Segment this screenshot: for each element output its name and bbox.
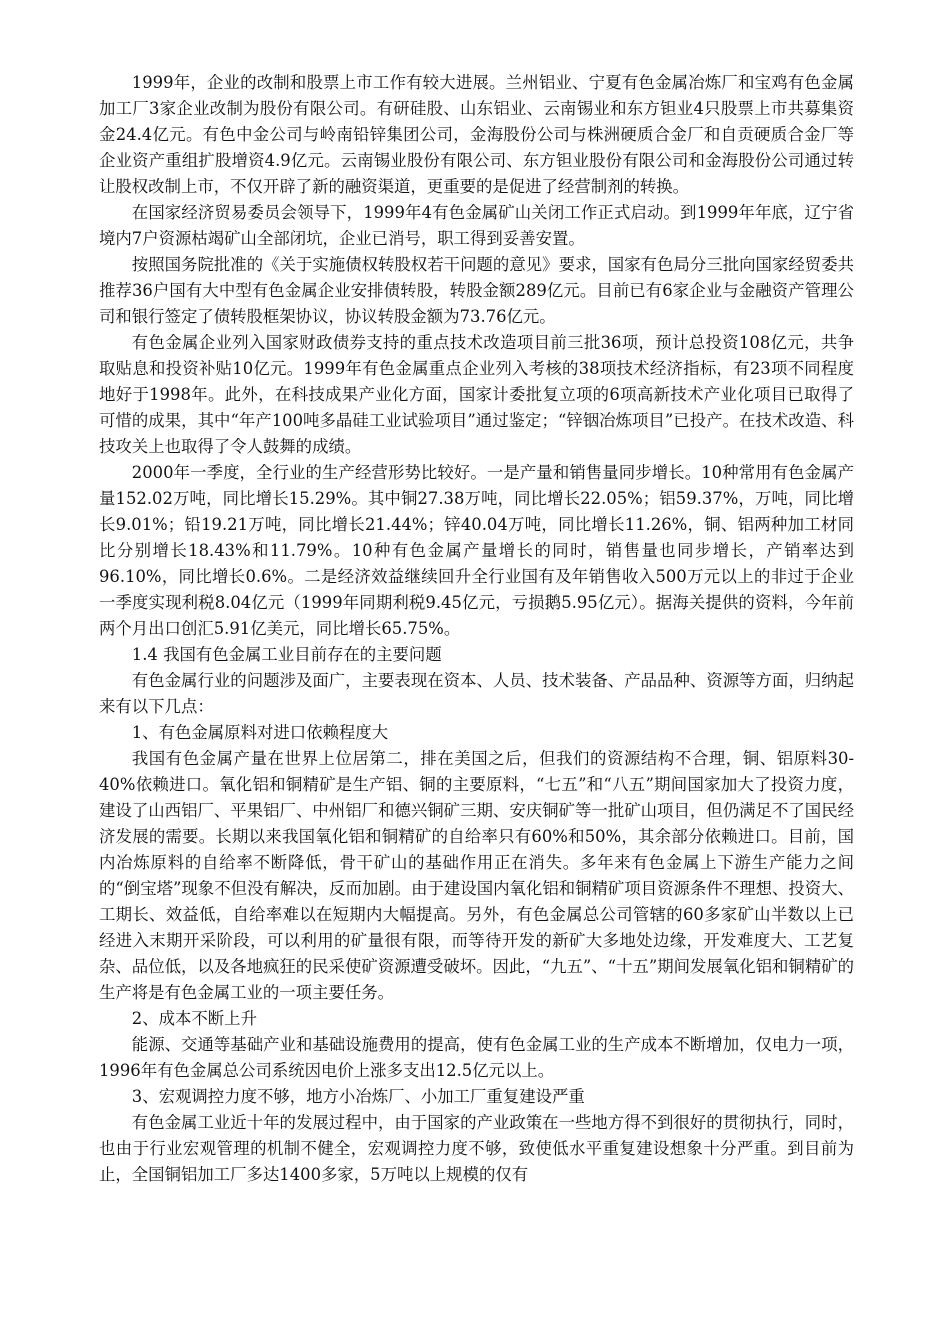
subheading-import-dependence: 1、有色金属原料对进口依赖程度大	[131, 723, 389, 742]
paragraph-import-dependence: 我国有色金属产量在世界上位居第二，排在美国之后，但我们的资源结构不合理，铜、铝原料30-40%依赖进口。氧化铝和铜精矿是生产铝、铜的主要原料，“七五”和“八五”期间国家加大了投资力度，建设了山西铝厂、平果铝厂、中州铝厂和德兴铜矿三期、安庆铜矿等一批矿山项目，但仍满足不了国民经济发展的需要。长期以来我国氧化铝和铜精矿的自给率只有60%和50%，其余部分依赖进口。目前，国内冶炼原料的自给率不断降低，骨干矿山的基础作用正在消失。多年来有色金属上下游生产能力之间的“倒宝塔”现象不但没有解决，反而加剧。由于建设国内氧化铝和铜精矿项目资源条件不理想、投资大、工期长、效益低，自给率难以在短期内大幅提高。另外，有色金属总公司管辖的60多家矿山半数以上已经进入末期开采阶段，可以利用的矿量很有限，而等待开发的新矿大多地处边缘，开发难度大、工艺复杂、品位低，以及各地疯狂的民采使矿资源遭受破坏。因此，“九五”、“十五”期间发展氧化铝和铜精矿的生产将是有色金属工业的一项主要任务。	[99, 749, 854, 1002]
paragraph-tech-upgrade: 有色金属企业列入国家财政债券支持的重点技术改造项目前三批36项，预计总投资108亿元，共争取贴息和投资补贴10亿元。1999年有色金属重点企业列入考核的38项技术经济指标，有23项不同程度地好于1998年。此外，在科技成果产业化方面，国家计委批复立项的6项高新技术产业化项目已取得了可惜的成果，其中“年产100吨多晶硅工业试验项目”通过鉴定；“锌铟冶炼项目”已投产。在技术改造、科技攻关上也取得了令人鼓舞的成绩。	[99, 333, 854, 456]
paragraph-debt-equity-swap: 按照国务院批准的《关于实施债权转股权若干问题的意见》要求，国家有色局分三批向国家经贸委共推荐36户国有大中型有色金属企业安排债转股，转股金额289亿元。目前已有6家企业与金融资产管理公司和银行签定了债转股框架协议，协议转股金额为73.76亿元。	[99, 255, 854, 326]
paragraph-q1-2000: 2000年一季度，全行业的生产经营形势比较好。一是产量和销售量同步增长。10种常用有色金属产量152.02万吨，同比增长15.29%。其中铜27.38万吨，同比增长22.05%；铝59.37%，万吨，同比增长9.01%；铅19.21万吨，同比增长21.44%；锌40.04万吨，同比增长11.26%，铜、铝两种加工材同比分别增长18.43%和11.79%。10种有色金属产量增长的同时，销售量也同步增长，产销率达到96.10%，同比增长0.6%。二是经济效益继续回升全行业国有及年销售收入500万元以上的非过于企业一季度实现利税8.04亿元（1999年同期利税9.45亿元，亏损鹅5.95亿元）。据海关提供的资料，今年前两个月出口创汇5.91亿美元，同比增长65.75%。	[99, 463, 854, 638]
paragraph-macro-control: 有色金属工业近十年的发展过程中，由于国家的产业政策在一些地方得不到很好的贯彻执行，同时，也由于行业宏观管理的机制不健全，宏观调控力度不够，致使低水平重复建设想象十分严重。到目前为止，全国铜铝加工厂多达1400多家，5万吨以上规模的仅有	[99, 1113, 854, 1184]
paragraph-reform-listing: 1999年，企业的改制和股票上市工作有较大进展。兰州铝业、宁夏有色金属冶炼厂和宝鸡有色金属加工厂3家企业改制为股份有限公司。有研硅股、山东铝业、云南锡业和东方钽业4只股票上市共募集资金24.4亿元。有色中金公司与岭南铅锌集团公司，金海股份公司与株洲硬质合金厂和自贡硬质合金厂等企业资产重组扩股增资4.9亿元。云南锡业股份有限公司、东方钽业股份有限公司和金海股份公司通过转让股权改制上市，不仅开辟了新的融资渠道，更重要的是促进了经营制剂的转换。	[99, 73, 854, 196]
paragraph-problems-intro: 有色金属行业的问题涉及面广，主要表现在资本、人员、技术装备、产品品种、资源等方面，归纳起来有以下几点：	[99, 671, 854, 716]
document-body	[99, 70, 854, 1188]
subheading-macro-control: 3、宏观调控力度不够，地方小冶炼厂、小加工厂重复建设严重	[131, 1087, 585, 1106]
paragraph-mine-closure: 在国家经济贸易委员会领导下，1999年4有色金属矿山关闭工作正式启动。到1999年年底，辽宁省境内7户资源枯竭矿山全部闭坑，企业已消号，职工得到妥善安置。	[99, 203, 854, 248]
subheading-rising-costs: 2、成本不断上升	[131, 1009, 257, 1028]
section-heading-main-problems: 1.4 我国有色金属工业目前存在的主要问题	[131, 645, 442, 664]
paragraph-rising-costs: 能源、交通等基础产业和基础设施费用的提高，使有色金属工业的生产成本不断增加，仅电力一项，1996年有色金属总公司系统因电价上涨多支出12.5亿元以上。	[99, 1035, 854, 1080]
